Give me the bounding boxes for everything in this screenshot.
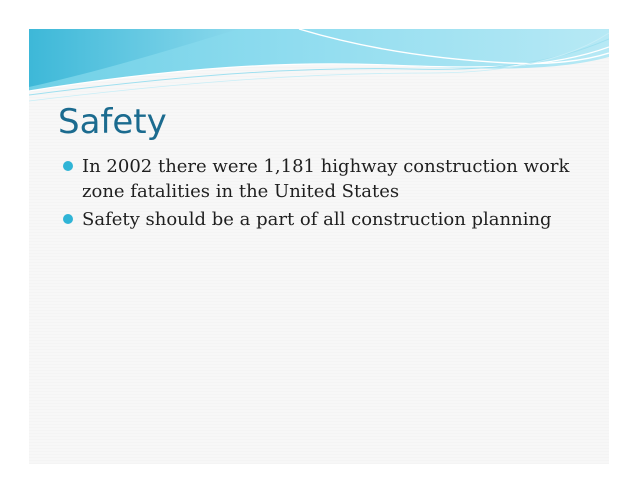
bullet-text: Safety should be a part of all construction planning bbox=[82, 209, 552, 230]
bullet-list bbox=[62, 154, 602, 235]
bullet-dot-icon bbox=[63, 214, 73, 224]
slide-title: Safety bbox=[58, 102, 167, 142]
slide bbox=[29, 29, 609, 464]
header-wave-banner bbox=[29, 29, 609, 109]
bullet-item bbox=[62, 207, 602, 232]
bullet-dot-icon bbox=[63, 161, 73, 171]
bullet-item bbox=[62, 154, 602, 204]
bullet-text: In 2002 there were 1,181 highway construction work zone fatalities in the United States bbox=[82, 156, 570, 202]
